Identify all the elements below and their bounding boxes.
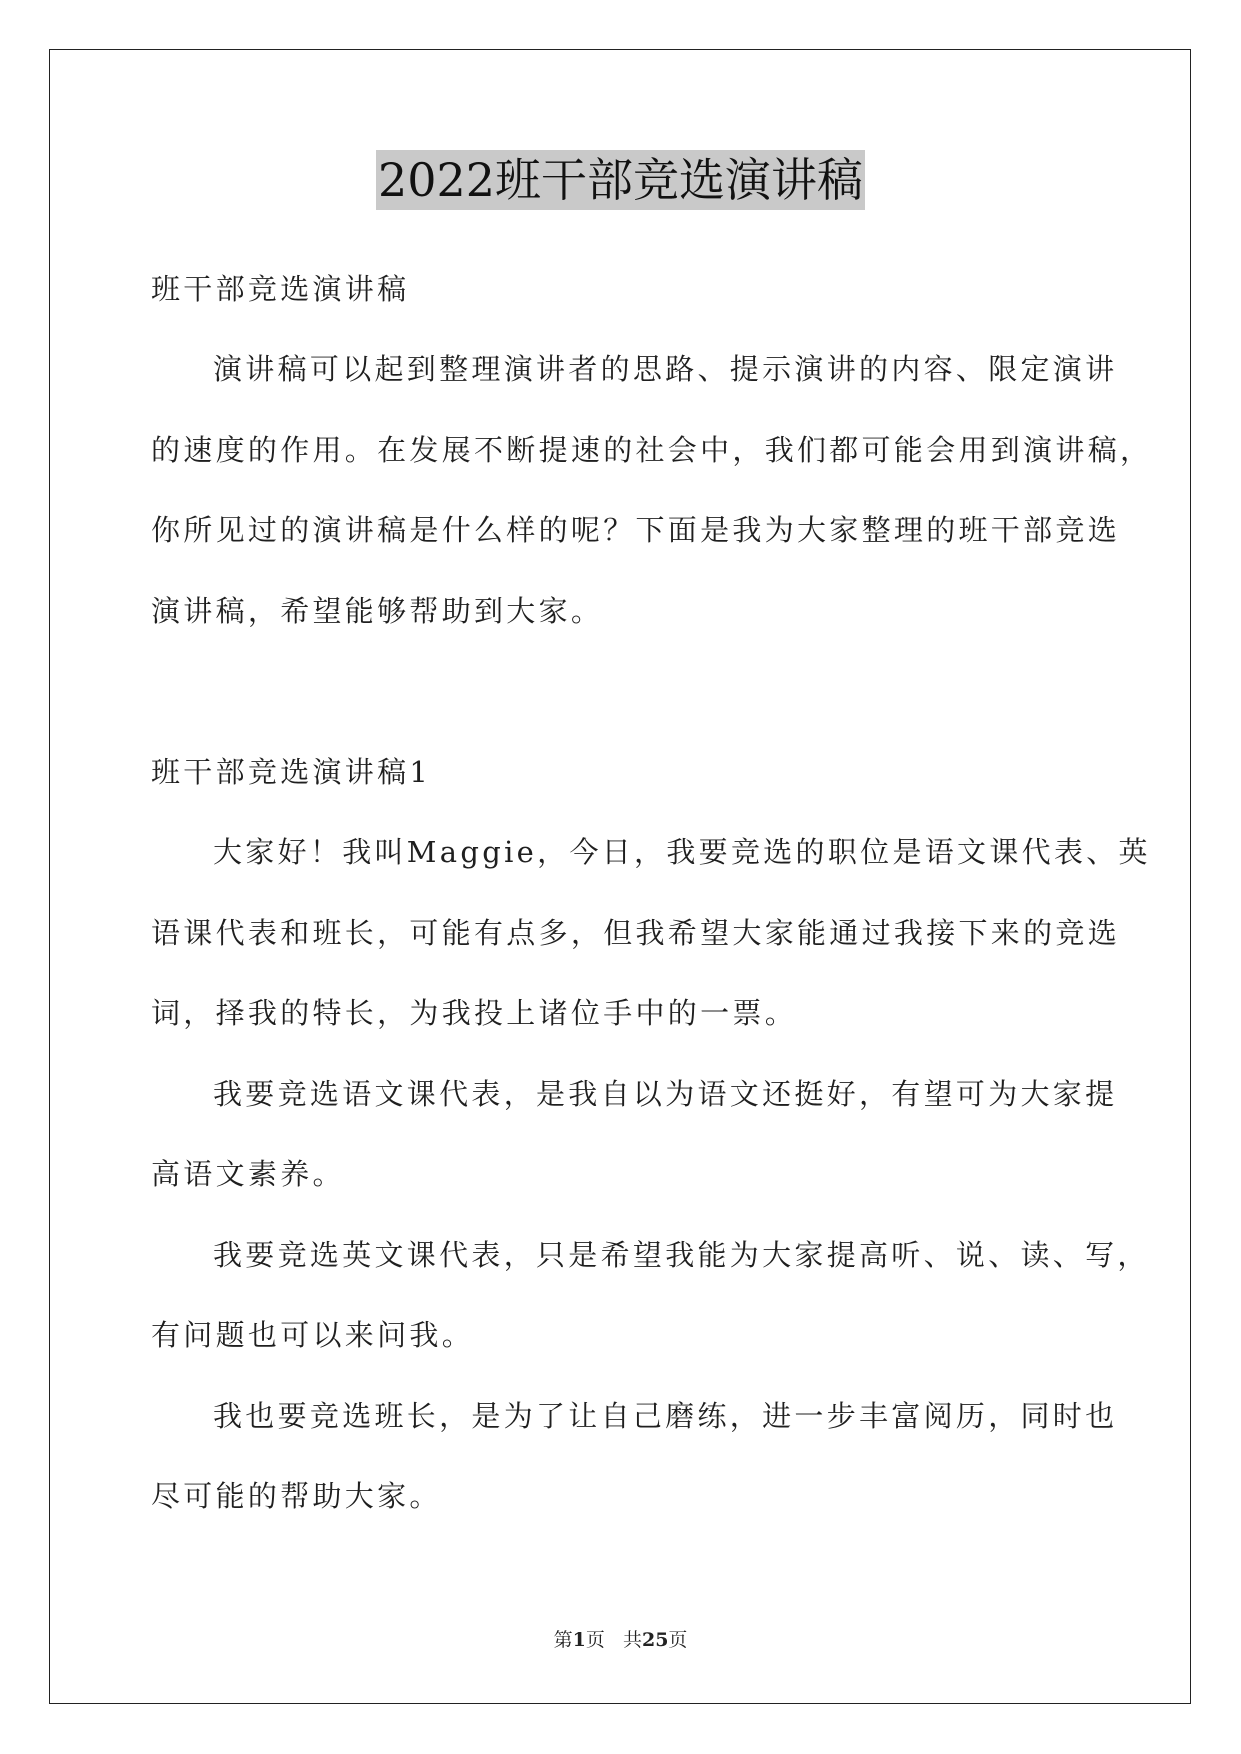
footer-total-pages: 25 — [641, 1629, 669, 1651]
footer-page-number: 1 — [572, 1629, 586, 1651]
section1-line-2: 语课代表和班长，可能有点多，但我希望大家能通过我接下来的竞选 — [151, 916, 1121, 950]
document-title: 2022班干部竞选演讲稿 — [376, 150, 865, 210]
intro-line-1: 演讲稿可以起到整理演讲者的思路、提示演讲的内容、限定演讲 — [213, 352, 1118, 386]
section1-line-3: 词，择我的特长，为我投上诸位手中的一票。 — [151, 996, 798, 1030]
section1-line-5: 高语文素养。 — [151, 1157, 345, 1191]
footer-total-suffix: 页 — [668, 1629, 688, 1651]
subtitle: 班干部竞选演讲稿 — [151, 272, 410, 306]
intro-line-2: 的速度的作用。在发展不断提速的社会中，我们都可能会用到演讲稿， — [151, 433, 1153, 467]
title-container — [0, 150, 1241, 210]
page-footer — [0, 1625, 1241, 1652]
section1-line-7: 有问题也可以来问我。 — [151, 1318, 475, 1352]
section1-line-4: 我要竞选语文课代表，是我自以为语文还挺好，有望可为大家提 — [213, 1077, 1118, 1111]
intro-line-4: 演讲稿，希望能够帮助到大家。 — [151, 594, 604, 628]
footer-page-prefix: 第 — [553, 1629, 573, 1651]
section1-line-6: 我要竞选英文课代表，只是希望我能为大家提高听、说、读、写， — [213, 1238, 1150, 1272]
section1-heading: 班干部竞选演讲稿1 — [151, 755, 432, 789]
section1-line-1: 大家好！我叫Maggie，今日，我要竞选的职位是语文课代表、英 — [213, 835, 1151, 869]
section1-line-9: 尽可能的帮助大家。 — [151, 1479, 442, 1513]
intro-line-3: 你所见过的演讲稿是什么样的呢？下面是我为大家整理的班干部竞选 — [151, 513, 1121, 547]
section1-line-8: 我也要竞选班长，是为了让自己磨练，进一步丰富阅历，同时也 — [213, 1399, 1118, 1433]
footer-total-prefix: 共 — [622, 1629, 642, 1651]
footer-page-suffix: 页 — [585, 1629, 605, 1651]
